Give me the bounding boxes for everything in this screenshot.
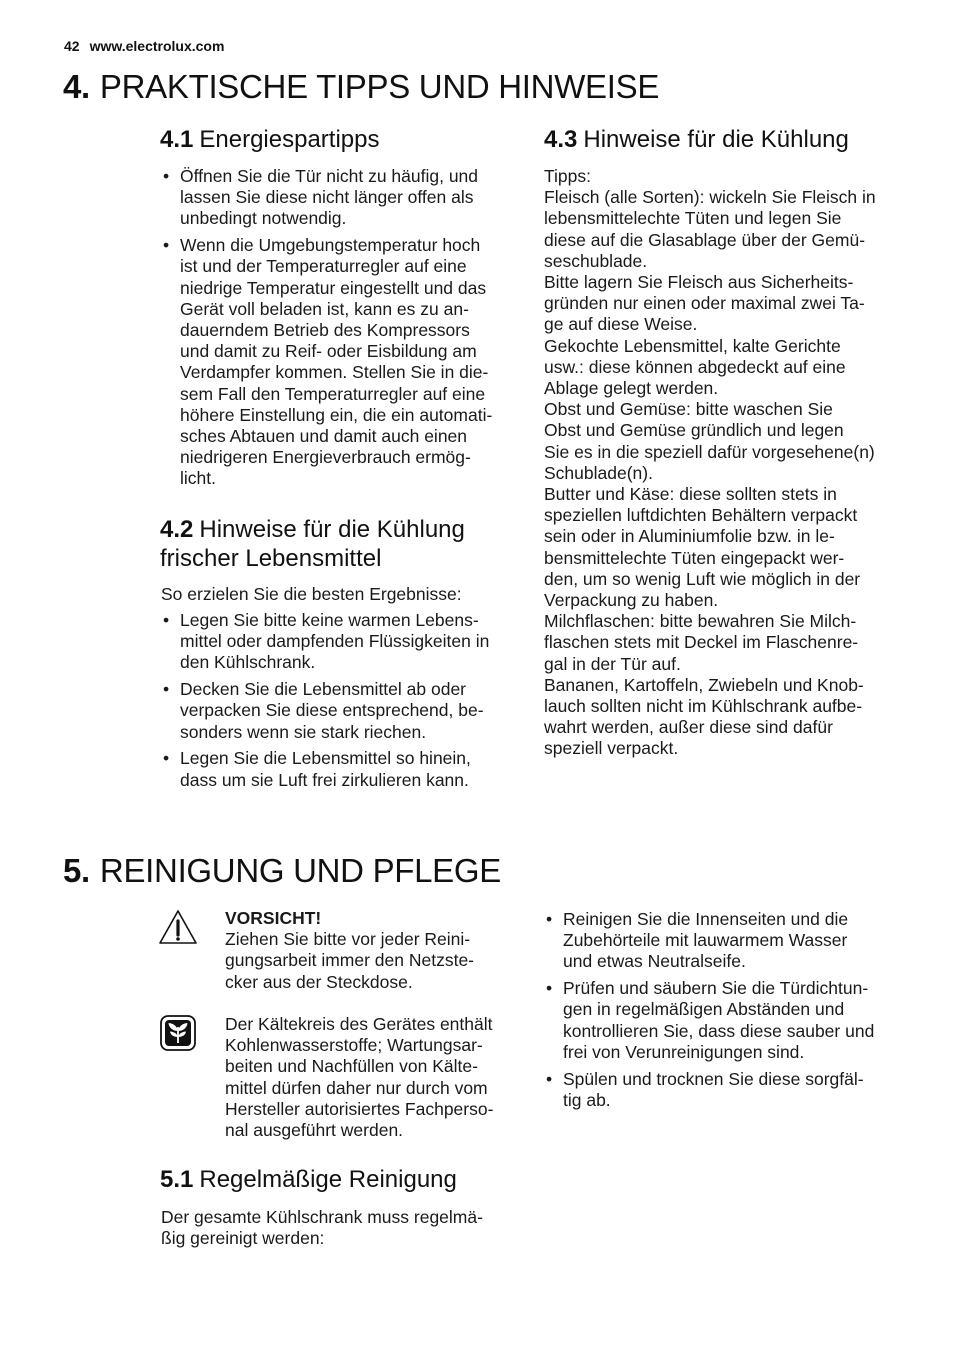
list-item bbox=[161, 235, 521, 489]
text-line: • Prüfen und säubern Sie die Türdichtun- bbox=[563, 978, 869, 999]
text-line: mittel oder dampfenden Flüssigkeiten in bbox=[180, 631, 490, 652]
subsection-4-3-number: 4.3 bbox=[544, 126, 578, 153]
text-line: Tipps: bbox=[544, 166, 592, 186]
text-line: sonders wenn sie stark riechen. bbox=[180, 721, 427, 742]
text-line: • Legen Sie die Lebensmittel so hinein, bbox=[180, 748, 471, 769]
subsection-5-1-number: 5.1 bbox=[160, 1166, 194, 1193]
environment-note bbox=[225, 1014, 493, 1141]
text-line: lebensmittelechte Tüten und legen Sie bbox=[544, 208, 842, 229]
text-line: • Decken Sie die Lebensmittel ab oder bbox=[180, 679, 467, 700]
text-line: ge auf diese Weise. bbox=[544, 314, 698, 335]
text-line: gungsarbeit immer den Netzste- bbox=[225, 950, 474, 971]
warning-title: VORSICHT! bbox=[225, 908, 322, 928]
energy-tips-list bbox=[161, 166, 521, 495]
text-line: kontrollieren Sie, dass diese sauber und bbox=[563, 1020, 875, 1041]
text-line: ist und der Temperaturregler auf eine bbox=[180, 256, 467, 277]
text-line: höhere Einstellung ein, die ein automati- bbox=[180, 404, 493, 425]
section-5-heading bbox=[63, 852, 501, 890]
text-line: Hersteller autorisiertes Fachperso- bbox=[225, 1098, 494, 1119]
subsection-4-2-title-line2: frischer Lebensmittel bbox=[160, 545, 382, 572]
text-line: verpacken Sie diese entsprechend, be- bbox=[180, 700, 484, 721]
text-line: usw.: diese können abgedeckt auf eine bbox=[544, 356, 846, 377]
subsection-4-1-heading bbox=[160, 125, 379, 154]
list-item bbox=[161, 610, 521, 674]
text-line: • Legen Sie bitte keine warmen Lebens- bbox=[180, 610, 479, 630]
text-line: lassen Sie diese nicht länger offen als bbox=[180, 187, 474, 208]
website-url: www.electrolux.com bbox=[89, 38, 225, 54]
text-line: sem Fall den Temperaturregler auf eine bbox=[180, 383, 486, 404]
text-line: tig ab. bbox=[563, 1089, 611, 1110]
text-line: niedrigeren Energieverbrauch ermög- bbox=[180, 447, 471, 468]
text-line: Fleisch (alle Sorten): wickeln Sie Fleisch in bbox=[544, 187, 876, 208]
list-item bbox=[544, 1069, 924, 1111]
text-line: gen in regelmäßigen Abständen und bbox=[563, 999, 845, 1020]
cooling-tips-list bbox=[161, 610, 521, 796]
text-line: gründen nur einen oder maximal zwei Ta- bbox=[544, 293, 865, 314]
text-line: ßig gereinigt werden: bbox=[161, 1228, 325, 1249]
text-line: Verdampfer kommen. Stellen Sie in die- bbox=[180, 362, 489, 383]
subsection-4-1-title: Energiespartipps bbox=[199, 126, 380, 153]
section-4-title: PRAKTISCHE TIPPS UND HINWEISE bbox=[99, 68, 660, 105]
text-line: Milchflaschen: bitte bewahren Sie Milch- bbox=[544, 611, 857, 632]
text-line: • Wenn die Umgebungstemperatur hoch bbox=[180, 235, 481, 256]
text-line: und etwas Neutralseife. bbox=[563, 951, 746, 972]
list-item bbox=[161, 748, 521, 790]
text-line: • Reinigen Sie die Innenseiten und die bbox=[563, 909, 849, 929]
text-line: und damit zu Reif- oder Eisbildung am bbox=[180, 341, 477, 362]
text-line: dauerndem Betrieb des Kompressors bbox=[180, 320, 470, 341]
text-line: sein oder in Aluminiumfolie bzw. in le- bbox=[544, 526, 835, 547]
text-line: Sie es in die speziell dafür vorgesehene(n) bbox=[544, 441, 875, 462]
text-line: speziell verpackt. bbox=[544, 738, 679, 759]
text-line: cker aus der Steckdose. bbox=[225, 971, 413, 992]
text-line: nal ausgeführt werden. bbox=[225, 1120, 404, 1141]
text-line: Verpackung zu haben. bbox=[544, 590, 719, 611]
text-line: Kohlenwasserstoffe; Wartungsar- bbox=[225, 1035, 483, 1056]
text-line: • Spülen und trocknen Sie diese sorgfäl- bbox=[563, 1068, 864, 1089]
subsection-5-1-heading bbox=[160, 1165, 457, 1194]
text-line: niedrige Temperatur eingestellt und das bbox=[180, 277, 487, 298]
text-line: lauch sollten nicht im Kühlschrank aufbe- bbox=[544, 696, 863, 717]
text-line: dass um sie Luft frei zirkulieren kann. bbox=[180, 769, 469, 790]
subsection-5-1-text bbox=[161, 1207, 483, 1249]
subsection-4-1-number: 4.1 bbox=[160, 126, 194, 153]
text-line: Obst und Gemüse: bitte waschen Sie bbox=[544, 399, 833, 420]
text-line: Gerät voll beladen ist, kann es zu an- bbox=[180, 298, 469, 319]
subsection-4-3-title: Hinweise für die Kühlung bbox=[583, 126, 849, 153]
text-line: Obst und Gemüse gründlich und legen bbox=[544, 420, 844, 441]
text-line: Der Kältekreis des Gerätes enthält bbox=[225, 1014, 493, 1034]
list-item bbox=[544, 978, 924, 1063]
text-line: mittel dürfen daher nur durch vom bbox=[225, 1077, 488, 1098]
text-line: bensmittelechte Tüten eingepackt wer- bbox=[544, 547, 845, 568]
text-line: diese auf die Glasablage über der Gemü- bbox=[544, 229, 866, 250]
section-4-heading bbox=[63, 68, 659, 106]
text-line: Butter und Käse: diese sollten stets in bbox=[544, 484, 837, 505]
warning-triangle-icon bbox=[158, 909, 198, 945]
section-4-number: 4. bbox=[63, 68, 90, 105]
subsection-4-3-heading bbox=[544, 125, 849, 154]
text-line: wahrt werden, außer diese sind dafür bbox=[544, 717, 833, 738]
text-line: Bitte lagern Sie Fleisch aus Sicherheits- bbox=[544, 272, 854, 293]
section-5-title: REINIGUNG UND PFLEGE bbox=[99, 852, 501, 889]
warning-note bbox=[225, 908, 474, 993]
subsection-4-2-title-line1: Hinweise für die Kühlung bbox=[199, 516, 465, 543]
list-item bbox=[544, 909, 924, 973]
text-line: licht. bbox=[180, 468, 216, 489]
text-line: • Öffnen Sie die Tür nicht zu häufig, und bbox=[180, 166, 479, 186]
cleaning-steps-list bbox=[544, 909, 924, 1117]
cooling-hints-text bbox=[544, 166, 876, 760]
text-line: Gekochte Lebensmittel, kalte Gerichte bbox=[544, 335, 841, 356]
environment-plant-icon bbox=[160, 1015, 196, 1051]
subsection-5-1-title: Regelmäßige Reinigung bbox=[199, 1166, 457, 1193]
page-header bbox=[64, 38, 224, 54]
text-line: speziellen luftdichten Behältern verpackt bbox=[544, 505, 858, 526]
text-line: frei von Verunreinigungen sind. bbox=[563, 1041, 805, 1062]
text-line: Ablage gelegt werden. bbox=[544, 378, 719, 399]
text-line: Zubehörteile mit lauwarmem Wasser bbox=[563, 930, 848, 951]
text-line: Der gesamte Kühlschrank muss regelmä- bbox=[161, 1207, 483, 1227]
subsection-4-2-intro: So erzielen Sie die besten Ergebnisse: bbox=[161, 584, 462, 604]
subsection-4-2-number: 4.2 bbox=[160, 516, 194, 543]
text-line: seschublade. bbox=[544, 250, 648, 271]
text-line: flaschen stets mit Deckel im Flaschenre- bbox=[544, 632, 859, 653]
text-line: gal in der Tür auf. bbox=[544, 653, 681, 674]
list-item bbox=[161, 679, 521, 743]
text-line: beiten und Nachfüllen von Kälte- bbox=[225, 1056, 478, 1077]
section-5-number: 5. bbox=[63, 852, 90, 889]
text-line: den Kühlschrank. bbox=[180, 652, 316, 673]
page-number: 42 bbox=[64, 38, 80, 54]
text-line: Ziehen Sie bitte vor jeder Reini- bbox=[225, 929, 471, 950]
text-line: den, um so wenig Luft wie möglich in der bbox=[544, 568, 861, 589]
list-item bbox=[161, 166, 521, 230]
text-line: sches Abtauen und damit auch einen bbox=[180, 426, 468, 447]
text-line: Schublade(n). bbox=[544, 462, 653, 483]
subsection-4-2-heading bbox=[160, 515, 465, 573]
text-line: unbedingt notwendig. bbox=[180, 208, 347, 229]
text-line: Bananen, Kartoffeln, Zwiebeln und Knob- bbox=[544, 674, 864, 695]
